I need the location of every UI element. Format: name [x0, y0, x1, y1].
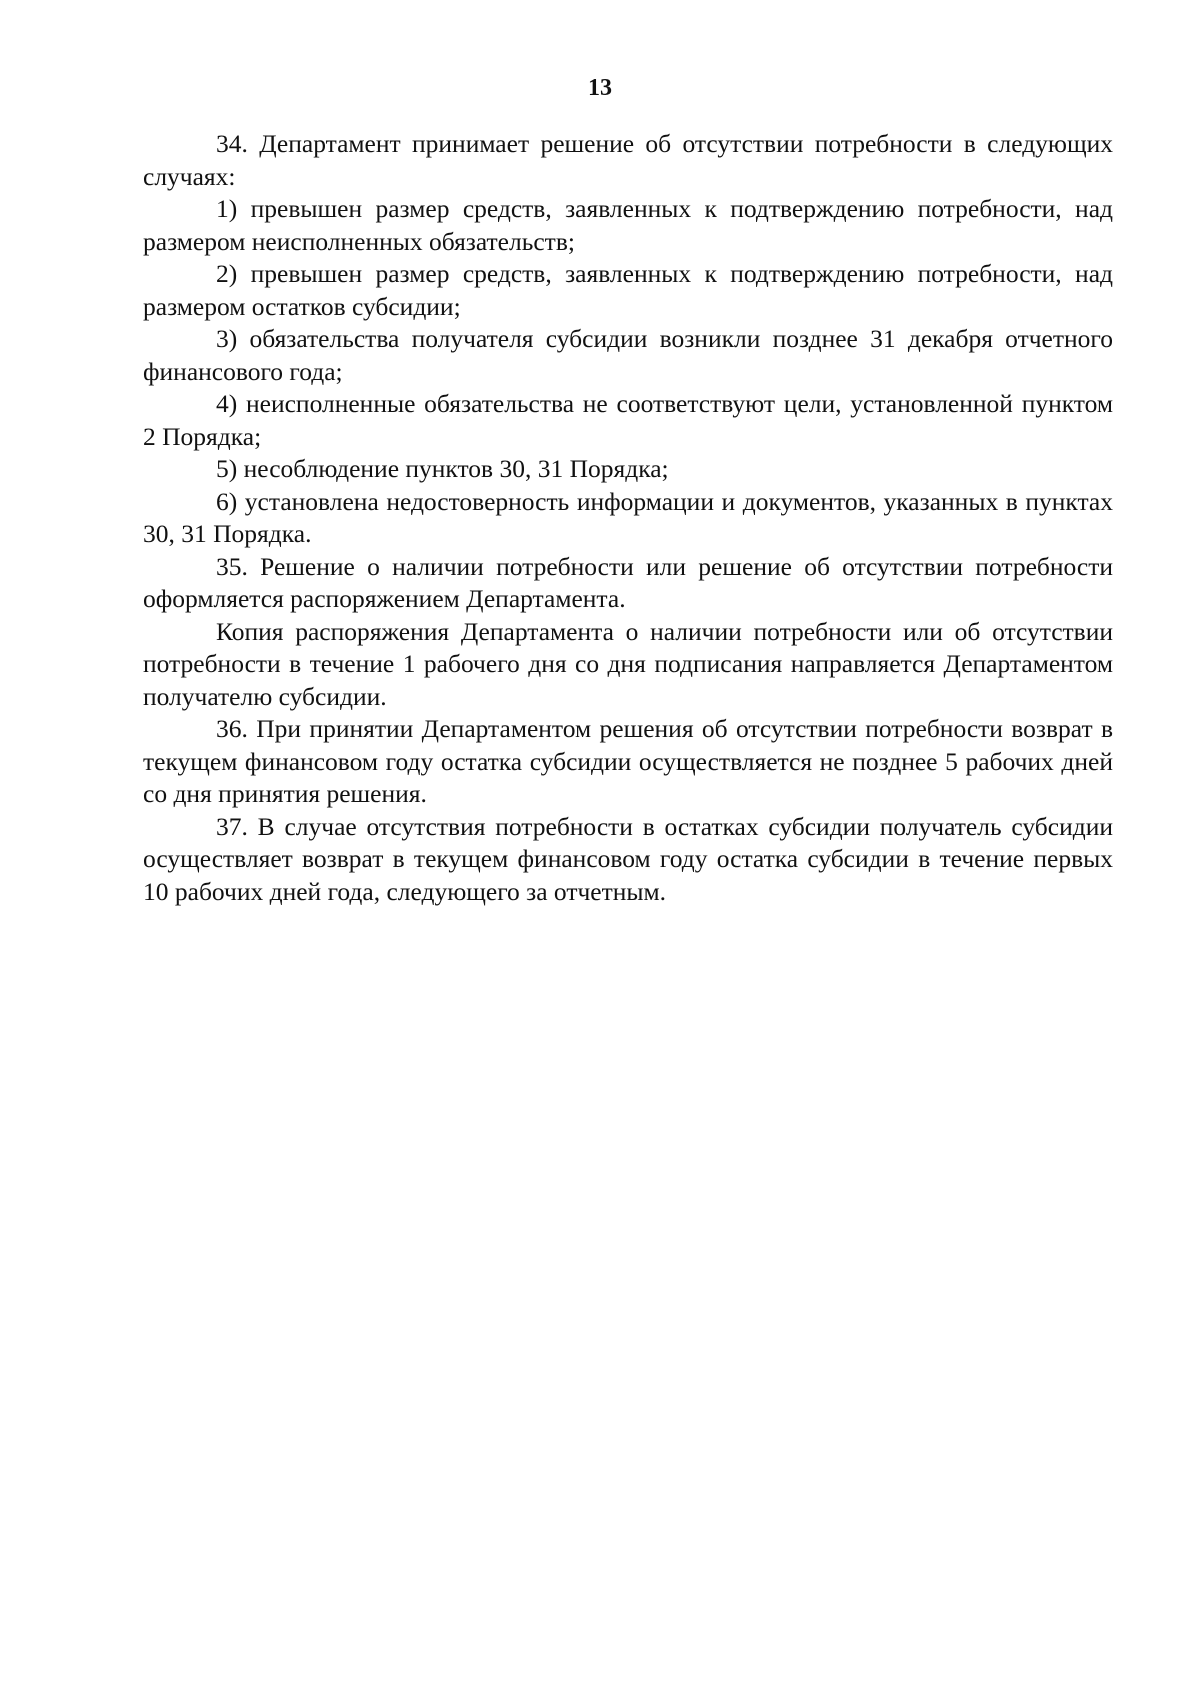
document-body	[143, 128, 1113, 908]
list-item-6: 6) установлена недостоверность информации и документов, указанных в пунктах 30, 31 Порядка.	[143, 486, 1113, 548]
paragraph-34: 34. Департамент принимает решение об отсутствии потребности в следующих случаях:	[143, 129, 1113, 191]
paragraph-35: 35. Решение о наличии потребности или решение об отсутствии потребности оформляется распоряжением Департамента.	[143, 551, 1113, 613]
list-item-4: 4) неисполненные обязательства не соответствуют цели, установленной пунктом 2 Порядка;	[143, 389, 1113, 451]
page-number: 13	[588, 75, 612, 101]
list-item-3: 3) обязательства получателя субсидии возникли позднее 31 декабря отчетного финансового года;	[143, 324, 1113, 386]
paragraph-36: 36. При принятии Департаментом решения об отсутствии потребности возврат в текущем финансовом году остатка субсидии осуществляется не позднее 5 рабочих дней со дня принятия решения.	[143, 714, 1113, 808]
list-item-2: 2) превышен размер средств, заявленных к подтверждению потребности, над размером остатков субсидии;	[143, 259, 1113, 321]
paragraph-37: 37. В случае отсутствия потребности в остатках субсидии получатель субсидии осуществляет возврат в текущем финансовом году остатка субсидии в течение первых 10 рабочих дней года, следующего за отчетным.	[143, 811, 1113, 906]
list-item-1: 1) превышен размер средств, заявленных к подтверждению потребности, над размером неисполненных обязательств;	[143, 194, 1113, 256]
list-item-5: 5) несоблюдение пунктов 30, 31 Порядка;	[216, 454, 669, 483]
paragraph-35-copy: Копия распоряжения Департамента о наличии потребности или об отсутствии потребности в течение 1 рабочего дня со дня подписания направляется Департаментом получателю субсидии.	[143, 616, 1113, 711]
